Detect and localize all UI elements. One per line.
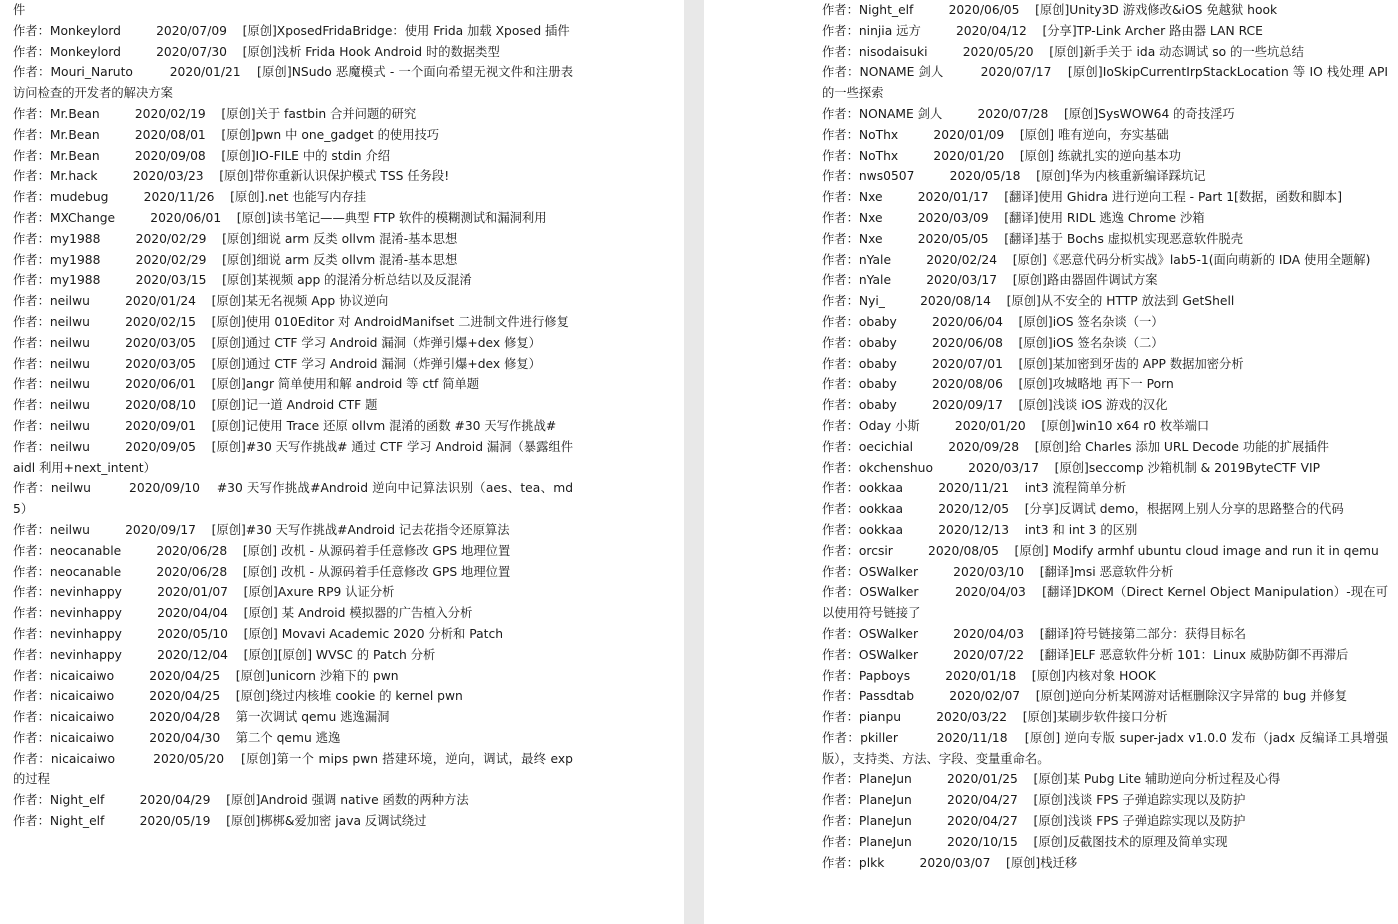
article-entry: 作者：ookkaa 2020/12/05 [分享]反调试 demo，根据网上别人分享的思路整合的代码	[822, 502, 1344, 517]
article-entry: 作者：neilwu 2020/09/01 [原创]记使用 Trace 还原 ollvm 混淆的函数 #30 天写作挑战#	[13, 418, 557, 433]
article-entry: 作者：pkiller 2020/11/18 [原创] 逆向专版 super-jadx v1.0.0 发布（jadx 反编译工具增强版），支持类、方法、字段、变量重命名。	[822, 730, 1388, 766]
entry-list-right	[822, 0, 1388, 873]
article-entry: 作者：Passdtab 2020/02/07 [原创]逆向分析某网游对话框删除汉字异常的 bug 并修复	[822, 689, 1348, 704]
article-entry: 作者：nYale 2020/02/24 [原创]《恶意代码分析实战》lab5-1(面向萌新的 IDA 使用全题解)	[822, 252, 1371, 267]
article-entry: 作者：neocanable 2020/06/28 [原创] 改机 - 从源码着手任意修改 GPS 地理位置	[13, 564, 511, 579]
article-entry: 作者：nicaicaiwo 2020/04/25 [原创]绕过内核堆 cookie 的 kernel pwn	[13, 689, 463, 704]
entry-list-left	[13, 0, 573, 832]
article-entry: 作者：Papboys 2020/01/18 [原创]内核对象 HOOK	[822, 668, 1156, 683]
article-entry: 作者：Monkeylord 2020/07/30 [原创]浅析 Frida Hook Android 时的数据类型	[13, 44, 500, 59]
article-entry: 作者：pianpu 2020/03/22 [原创]某刷步软件接口分析	[822, 710, 1168, 725]
article-entry: 作者：Nxe 2020/03/09 [翻译]使用 RIDL 逃逸 Chrome 沙箱	[822, 210, 1205, 225]
article-entry: 作者：OSWalker 2020/03/10 [翻译]msi 恶意软件分析	[822, 564, 1174, 579]
article-entry: 作者：NoThx 2020/01/09 [原创] 唯有逆向，夯实基础	[822, 127, 1169, 142]
article-entry: 作者：Mr.Bean 2020/08/01 [原创]pwn 中 one_gadget 的使用技巧	[13, 127, 440, 142]
article-entry: 作者：Nxe 2020/01/17 [翻译]使用 Ghidra 进行逆向工程 - Part 1[数据，函数和脚本]	[822, 190, 1342, 205]
article-entry: 作者：obaby 2020/06/04 [原创]iOS 签名杂谈（一）	[822, 314, 1164, 329]
article-entry: 作者：neilwu 2020/02/15 [原创]使用 010Editor 对 AndroidManifset 二进制文件进行修复	[13, 314, 569, 329]
article-entry: 作者：neilwu 2020/09/10 #30 天写作挑战#Android 逆向中记算法识别（aes、tea、md5）	[13, 481, 573, 517]
article-entry: 作者：nYale 2020/03/17 [原创]路由器固件调试方案	[822, 273, 1158, 288]
article-entry: 作者：PlaneJun 2020/01/25 [原创]某 Pubg Lite 辅助逆向分析过程及心得	[822, 772, 1281, 787]
article-entry: 作者：Mr.Bean 2020/09/08 [原创]IO-FILE 中的 stdin 介绍	[13, 148, 391, 163]
article-entry: 作者：neilwu 2020/01/24 [原创]某无名视频 App 协议逆向	[13, 294, 389, 309]
article-entry: 作者：orcsir 2020/08/05 [原创] Modify armhf ubuntu cloud image and run it in qemu	[822, 543, 1379, 558]
article-entry: 作者：ookkaa 2020/12/13 int3 和 int 3 的区别	[822, 522, 1138, 537]
article-entry: 作者：NONAME 剑人 2020/07/28 [原创]SysWOW64 的奇技淫巧	[822, 106, 1235, 121]
article-entry: 作者：my1988 2020/02/29 [原创]细说 arm 反类 ollvm 混淆-基本思想	[13, 231, 458, 246]
document-page-right[interactable]	[704, 0, 1398, 924]
article-entry: 作者：MXChange 2020/06/01 [原创]读书笔记——典型 FTP 软件的模糊测试和漏洞利用	[13, 210, 547, 225]
article-entry: 作者：Nxe 2020/05/05 [翻译]基于 Bochs 虚拟机实现恶意软件脱壳	[822, 231, 1244, 246]
article-entry: 作者：Night_elf 2020/04/29 [原创]Android 强调 native 函数的两种方法	[13, 793, 469, 808]
article-entry: 作者：nicaicaiwo 2020/04/28 第一次调试 qemu 逃逸漏洞	[13, 710, 390, 725]
article-entry: 作者：mudebug 2020/11/26 [原创].net 也能写内存挂	[13, 190, 367, 205]
article-entry: 作者：neilwu 2020/03/05 [原创]通过 CTF 学习 Android 漏洞（炸弹引爆+dex 修复）	[13, 356, 541, 371]
article-entry: 作者：plkk 2020/03/07 [原创]栈迁移	[822, 855, 1078, 870]
article-entry: 作者：oecichial 2020/09/28 [原创]给 Charles 添加 URL Decode 功能的扩展插件	[822, 439, 1329, 454]
article-entry: 作者：Oday 小斯 2020/01/20 [原创]win10 x64 r0 枚举端口	[822, 418, 1210, 433]
article-entry: 作者：nicaicaiwo 2020/04/25 [原创]unicorn 沙箱下的 pwn	[13, 668, 399, 683]
article-entry: 作者：ookkaa 2020/11/21 int3 流程简单分析	[822, 481, 1127, 496]
article-entry: 作者：nevinhappy 2020/05/10 [原创] Movavi Academic 2020 分析和 Patch	[13, 626, 503, 641]
article-entry: 作者：Mr.hack 2020/03/23 [原创]带你重新认识保护模式 TSS 任务段!	[13, 169, 450, 184]
article-entry: 作者：neilwu 2020/03/05 [原创]通过 CTF 学习 Android 漏洞（炸弹引爆+dex 修复）	[13, 335, 541, 350]
article-entry: 作者：neilwu 2020/08/10 [原创]记一道 Android CTF 题	[13, 398, 378, 413]
article-entry: 作者：Mr.Bean 2020/02/19 [原创]关于 fastbin 合并问题的研究	[13, 106, 417, 121]
article-entry: 作者：Nyi_ 2020/08/14 [原创]从不安全的 HTTP 放法到 GetShell	[822, 294, 1235, 309]
article-entry: 作者：neilwu 2020/09/17 [原创]#30 天写作挑战#Android 记去花指令还原算法	[13, 522, 510, 537]
article-entry: 作者：obaby 2020/06/08 [原创]iOS 签名杂谈（二）	[822, 335, 1164, 350]
article-entry: 作者：OSWalker 2020/04/03 [翻译]符号链接第二部分：获得目标名	[822, 626, 1247, 641]
article-entry: 件	[13, 3, 26, 17]
article-entry: 作者：Mouri_Naruto 2020/01/21 [原创]NSudo 恶魔模式 - 一个面向希望无视文件和注册表访问检查的开发者的解决方案	[13, 65, 573, 101]
article-entry: 作者：nevinhappy 2020/12/04 [原创][原创] WVSC 的 Patch 分析	[13, 647, 436, 662]
article-entry: 作者：obaby 2020/09/17 [原创]浅谈 iOS 游戏的汉化	[822, 398, 1168, 413]
article-entry: 作者：OSWalker 2020/07/22 [翻译]ELF 恶意软件分析 101：Linux 威胁防御不再滞后	[822, 647, 1349, 662]
article-entry: 作者：okchenshuo 2020/03/17 [原创]seccomp 沙箱机制 & 2019ByteCTF VIP	[822, 460, 1321, 475]
article-entry: 作者：Night_elf 2020/05/19 [原创]梆梆&爱加密 java 反调试绕过	[13, 814, 427, 829]
article-entry: 作者：neilwu 2020/09/05 [原创]#30 天写作挑战# 通过 CTF 学习 Android 漏洞（暴露组件 aidl 利用+next_intent）	[13, 439, 573, 475]
article-entry: 作者：nevinhappy 2020/01/07 [原创]Axure RP9 认证分析	[13, 585, 395, 600]
article-entry: 作者：Night_elf 2020/06/05 [原创]Unity3D 游戏修改&iOS 免越狱 hook	[822, 3, 1278, 17]
article-entry: 作者：OSWalker 2020/04/03 [翻译]DKOM（Direct Kernel Object Manipulation）-现在可以使用符号链接了	[822, 585, 1388, 621]
article-entry: 作者：neilwu 2020/06/01 [原创]angr 简单使用和解 android 等 ctf 简单题	[13, 377, 480, 392]
article-entry: 作者：NoThx 2020/01/20 [原创] 练就扎实的逆向基本功	[822, 148, 1181, 163]
article-entry: 作者：Monkeylord 2020/07/09 [原创]XposedFridaBridge：使用 Frida 加载 Xposed 插件	[13, 23, 570, 38]
article-entry: 作者：obaby 2020/07/01 [原创]某加密到牙齿的 APP 数据加密分析	[822, 356, 1244, 371]
article-entry: 作者：obaby 2020/08/06 [原创]攻城略地 再下一 Porn	[822, 377, 1174, 392]
article-entry: 作者：nicaicaiwo 2020/04/30 第二个 qemu 逃逸	[13, 730, 341, 745]
article-entry: 作者：NONAME 剑人 2020/07/17 [原创]IoSkipCurrentIrpStackLocation 等 IO 栈处理 API 的一些探索	[822, 65, 1388, 101]
article-entry: 作者：neocanable 2020/06/28 [原创] 改机 - 从源码着手任意修改 GPS 地理位置	[13, 543, 511, 558]
article-entry: 作者：nicaicaiwo 2020/05/20 [原创]第一个 mips pwn 搭建环境，逆向，调试，最终 exp 的过程	[13, 751, 573, 787]
article-entry: 作者：PlaneJun 2020/10/15 [原创]反截图技术的原理及简单实现	[822, 834, 1228, 849]
article-entry: 作者：my1988 2020/03/15 [原创]某视频 app 的混淆分析总结以及反混淆	[13, 273, 472, 288]
article-entry: 作者：nevinhappy 2020/04/04 [原创] 某 Android 模拟器的广告植入分析	[13, 606, 473, 621]
article-entry: 作者：PlaneJun 2020/04/27 [原创]浅谈 FPS 子弹追踪实现以及防护	[822, 814, 1246, 829]
article-entry: 作者：my1988 2020/02/29 [原创]细说 arm 反类 ollvm 混淆-基本思想	[13, 252, 458, 267]
article-entry: 作者：nws0507 2020/05/18 [原创]华为内核重新编译踩坑记	[822, 169, 1206, 184]
article-entry: 作者：PlaneJun 2020/04/27 [原创]浅谈 FPS 子弹追踪实现以及防护	[822, 793, 1246, 808]
article-entry: 作者：nisodaisuki 2020/05/20 [原创]新手关于 ida 动态调试 so 的一些坑总结	[822, 44, 1304, 59]
article-entry: 作者：ninjia 远方 2020/04/12 [分享]TP-Link Archer 路由器 LAN RCE	[822, 23, 1263, 38]
document-page-left[interactable]	[0, 0, 684, 924]
